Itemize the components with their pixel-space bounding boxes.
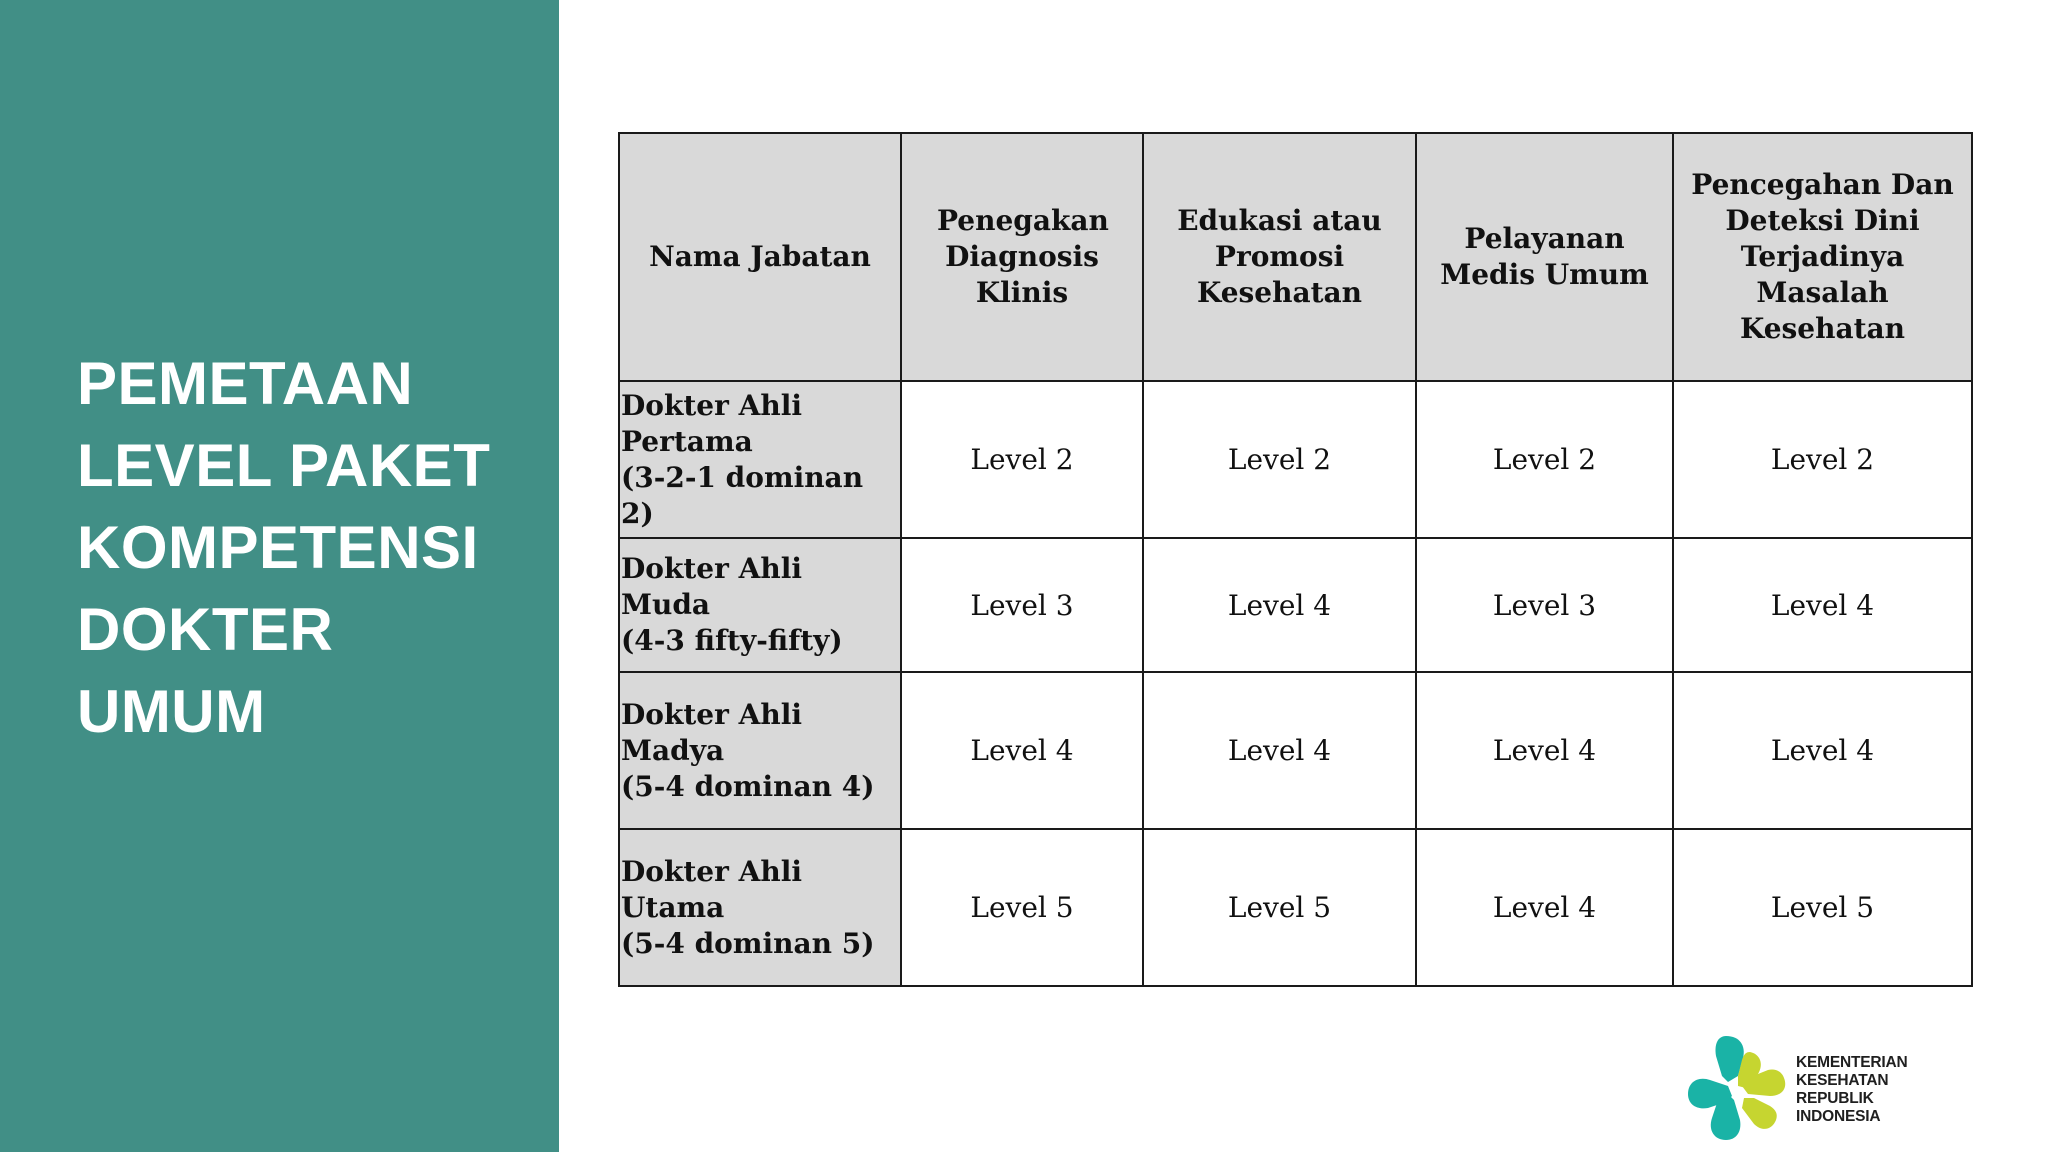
jabatan-line: Dokter Ahli Muda xyxy=(621,552,802,621)
header-nama-jabatan: Nama Jabatan xyxy=(619,133,901,381)
jabatan-line: Pertama xyxy=(621,424,753,458)
table-cell: Level 4 xyxy=(1416,672,1673,829)
table-row xyxy=(619,829,1972,986)
jabatan-line: (4-3 fifty-fifty) xyxy=(621,624,843,657)
row-jabatan xyxy=(619,538,901,672)
jabatan-line: Dokter Ahli xyxy=(621,697,802,731)
header-text: Pencegahan Dan Deteksi Dini Terjadinya Masalah Kesehatan xyxy=(1691,168,1954,345)
competency-table xyxy=(618,132,1973,987)
sidebar-panel xyxy=(0,0,559,1152)
slide-title-line: DOKTER xyxy=(77,596,334,663)
table-cell: Level 4 xyxy=(901,672,1143,829)
table-row xyxy=(619,672,1972,829)
table-cell: Level 2 xyxy=(901,381,1143,538)
slide-title xyxy=(77,343,537,753)
table-row xyxy=(619,538,1972,672)
kemenkes-emblem-icon xyxy=(1688,1036,1788,1140)
logo-text-line: KESEHATAN xyxy=(1796,1072,1889,1089)
table-cell: Level 2 xyxy=(1416,381,1673,538)
jabatan-line: Dokter Ahli xyxy=(621,854,802,888)
jabatan-line: (3-2-1 dominan 2) xyxy=(621,460,864,530)
logo-text-line: REPUBLIK xyxy=(1796,1090,1874,1107)
jabatan-line: Madya xyxy=(621,733,725,767)
row-jabatan xyxy=(619,672,901,829)
jabatan-line: Dokter Ahli xyxy=(621,388,802,422)
table-cell: Level 2 xyxy=(1143,381,1416,538)
table-cell: Level 2 xyxy=(1673,381,1972,538)
table-cell: Level 3 xyxy=(901,538,1143,672)
table-cell: Level 5 xyxy=(1143,829,1416,986)
table-header-row xyxy=(619,133,1972,381)
table-cell: Level 4 xyxy=(1673,672,1972,829)
kemenkes-logo xyxy=(1688,1036,1918,1140)
header-penegakan-diagnosis xyxy=(901,133,1143,381)
jabatan-line: Utama xyxy=(621,890,725,924)
logo-text-line: INDONESIA xyxy=(1796,1108,1881,1125)
table-cell: Level 3 xyxy=(1416,538,1673,672)
logo-text xyxy=(1796,1054,1907,1126)
row-jabatan xyxy=(619,829,901,986)
header-text: Edukasi atau Promosi Kesehatan xyxy=(1177,204,1382,309)
row-jabatan xyxy=(619,381,901,538)
table-cell: Level 5 xyxy=(901,829,1143,986)
slide-title-line: KOMPETENSI xyxy=(77,514,479,581)
header-pencegahan-deteksi xyxy=(1673,133,1972,381)
table-cell: Level 4 xyxy=(1143,538,1416,672)
header-text: Pelayanan Medis Umum xyxy=(1440,222,1649,291)
jabatan-line: (5-4 dominan 5) xyxy=(621,926,875,960)
table-cell: Level 4 xyxy=(1673,538,1972,672)
header-pelayanan-medis xyxy=(1416,133,1673,381)
slide-title-line: PEMETAAN xyxy=(77,350,414,417)
table-cell: Level 4 xyxy=(1416,829,1673,986)
slide-title-line: LEVEL PAKET xyxy=(77,432,491,499)
jabatan-line: (5-4 dominan 4) xyxy=(621,769,875,803)
logo-text-line: KEMENTERIAN xyxy=(1796,1054,1908,1071)
table-cell: Level 4 xyxy=(1143,672,1416,829)
emblem-petals xyxy=(1688,1036,1785,1140)
slide-title-line: UMUM xyxy=(77,678,266,745)
header-text: Penegakan Diagnosis Klinis xyxy=(937,204,1109,309)
table-row xyxy=(619,381,1972,538)
table-cell: Level 5 xyxy=(1673,829,1972,986)
header-edukasi-promosi xyxy=(1143,133,1416,381)
